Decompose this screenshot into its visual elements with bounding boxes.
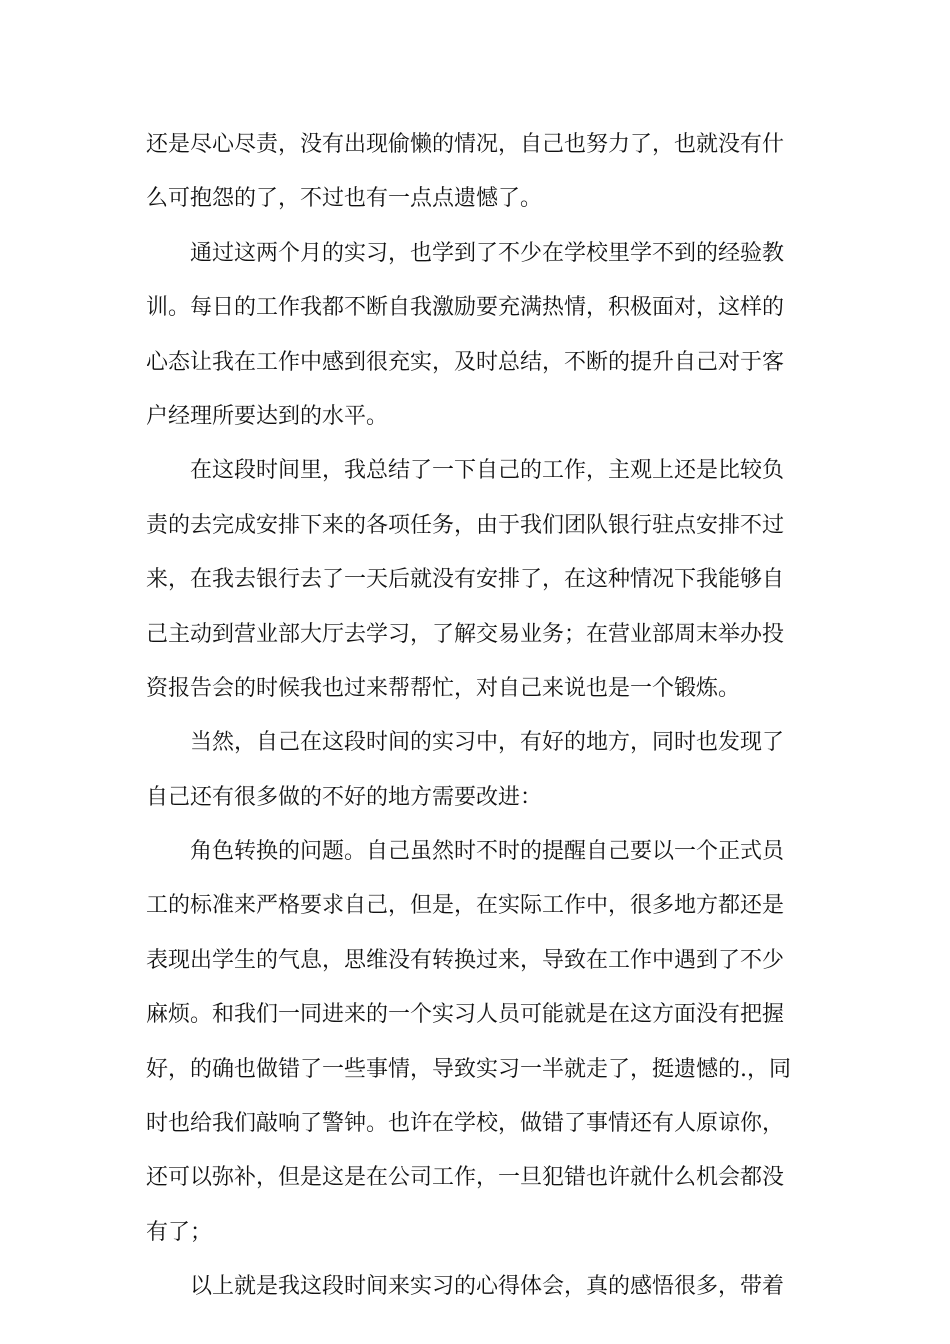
text-line: 好，的确也做错了一些事情，导致实习一半就走了，挺遗憾的.，同: [146, 1056, 791, 1082]
text-line: 来，在我去银行去了一天后就没有安排了，在这种情况下我能够自: [146, 567, 785, 593]
text-line: 己主动到营业部大厅去学习，了解交易业务；在营业部周末举办投: [146, 621, 785, 647]
document-body: [146, 118, 806, 1315]
text-line: 训。每日的工作我都不断自我激励要充满热情，积极面对，这样的: [146, 295, 785, 321]
text-line: 资报告会的时候我也过来帮帮忙，对自己来说也是一个锻炼。: [146, 675, 741, 701]
text-line: 么可抱怨的了，不过也有一点点遗憾了。: [146, 186, 543, 212]
text-line: 还可以弥补，但是这是在公司工作，一旦犯错也许就什么机会都没: [146, 1165, 785, 1191]
text-line: 表现出学生的气息，思维没有转换过来，导致在工作中遇到了不少: [146, 947, 785, 973]
text-line: 自己还有很多做的不好的地方需要改进：: [146, 784, 543, 810]
text-line: 麻烦。和我们一同进来的一个实习人员可能就是在这方面没有把握: [146, 1002, 785, 1028]
text-line: 以上就是我这段时间来实习的心得体会，真的感悟很多，带着: [190, 1274, 785, 1300]
text-line: 时也给我们敲响了警钟。也许在学校，做错了事情还有人原谅你，: [146, 1111, 785, 1137]
text-line: 在这段时间里，我总结了一下自己的工作，主观上还是比较负: [190, 458, 785, 484]
text-line: 通过这两个月的实习，也学到了不少在学校里学不到的经验教: [190, 240, 785, 266]
text-line: 户经理所要达到的水平。: [146, 403, 389, 429]
text-line: 还是尽心尽责，没有出现偷懒的情况，自己也努力了，也就没有什: [146, 132, 785, 157]
text-line: 工的标准来严格要求自己，但是，在实际工作中，很多地方都还是: [146, 893, 785, 919]
text-line: 角色转换的问题。自己虽然时不时的提醒自己要以一个正式员: [190, 839, 785, 865]
text-line: 责的去完成安排下来的各项任务，由于我们团队银行驻点安排不过: [146, 512, 785, 538]
text-line: 当然，自己在这段时间的实习中，有好的地方，同时也发现了: [190, 730, 785, 756]
text-line: 心态让我在工作中感到很充实，及时总结，不断的提升自己对于客: [146, 349, 785, 375]
text-line: 有了；: [146, 1219, 213, 1245]
